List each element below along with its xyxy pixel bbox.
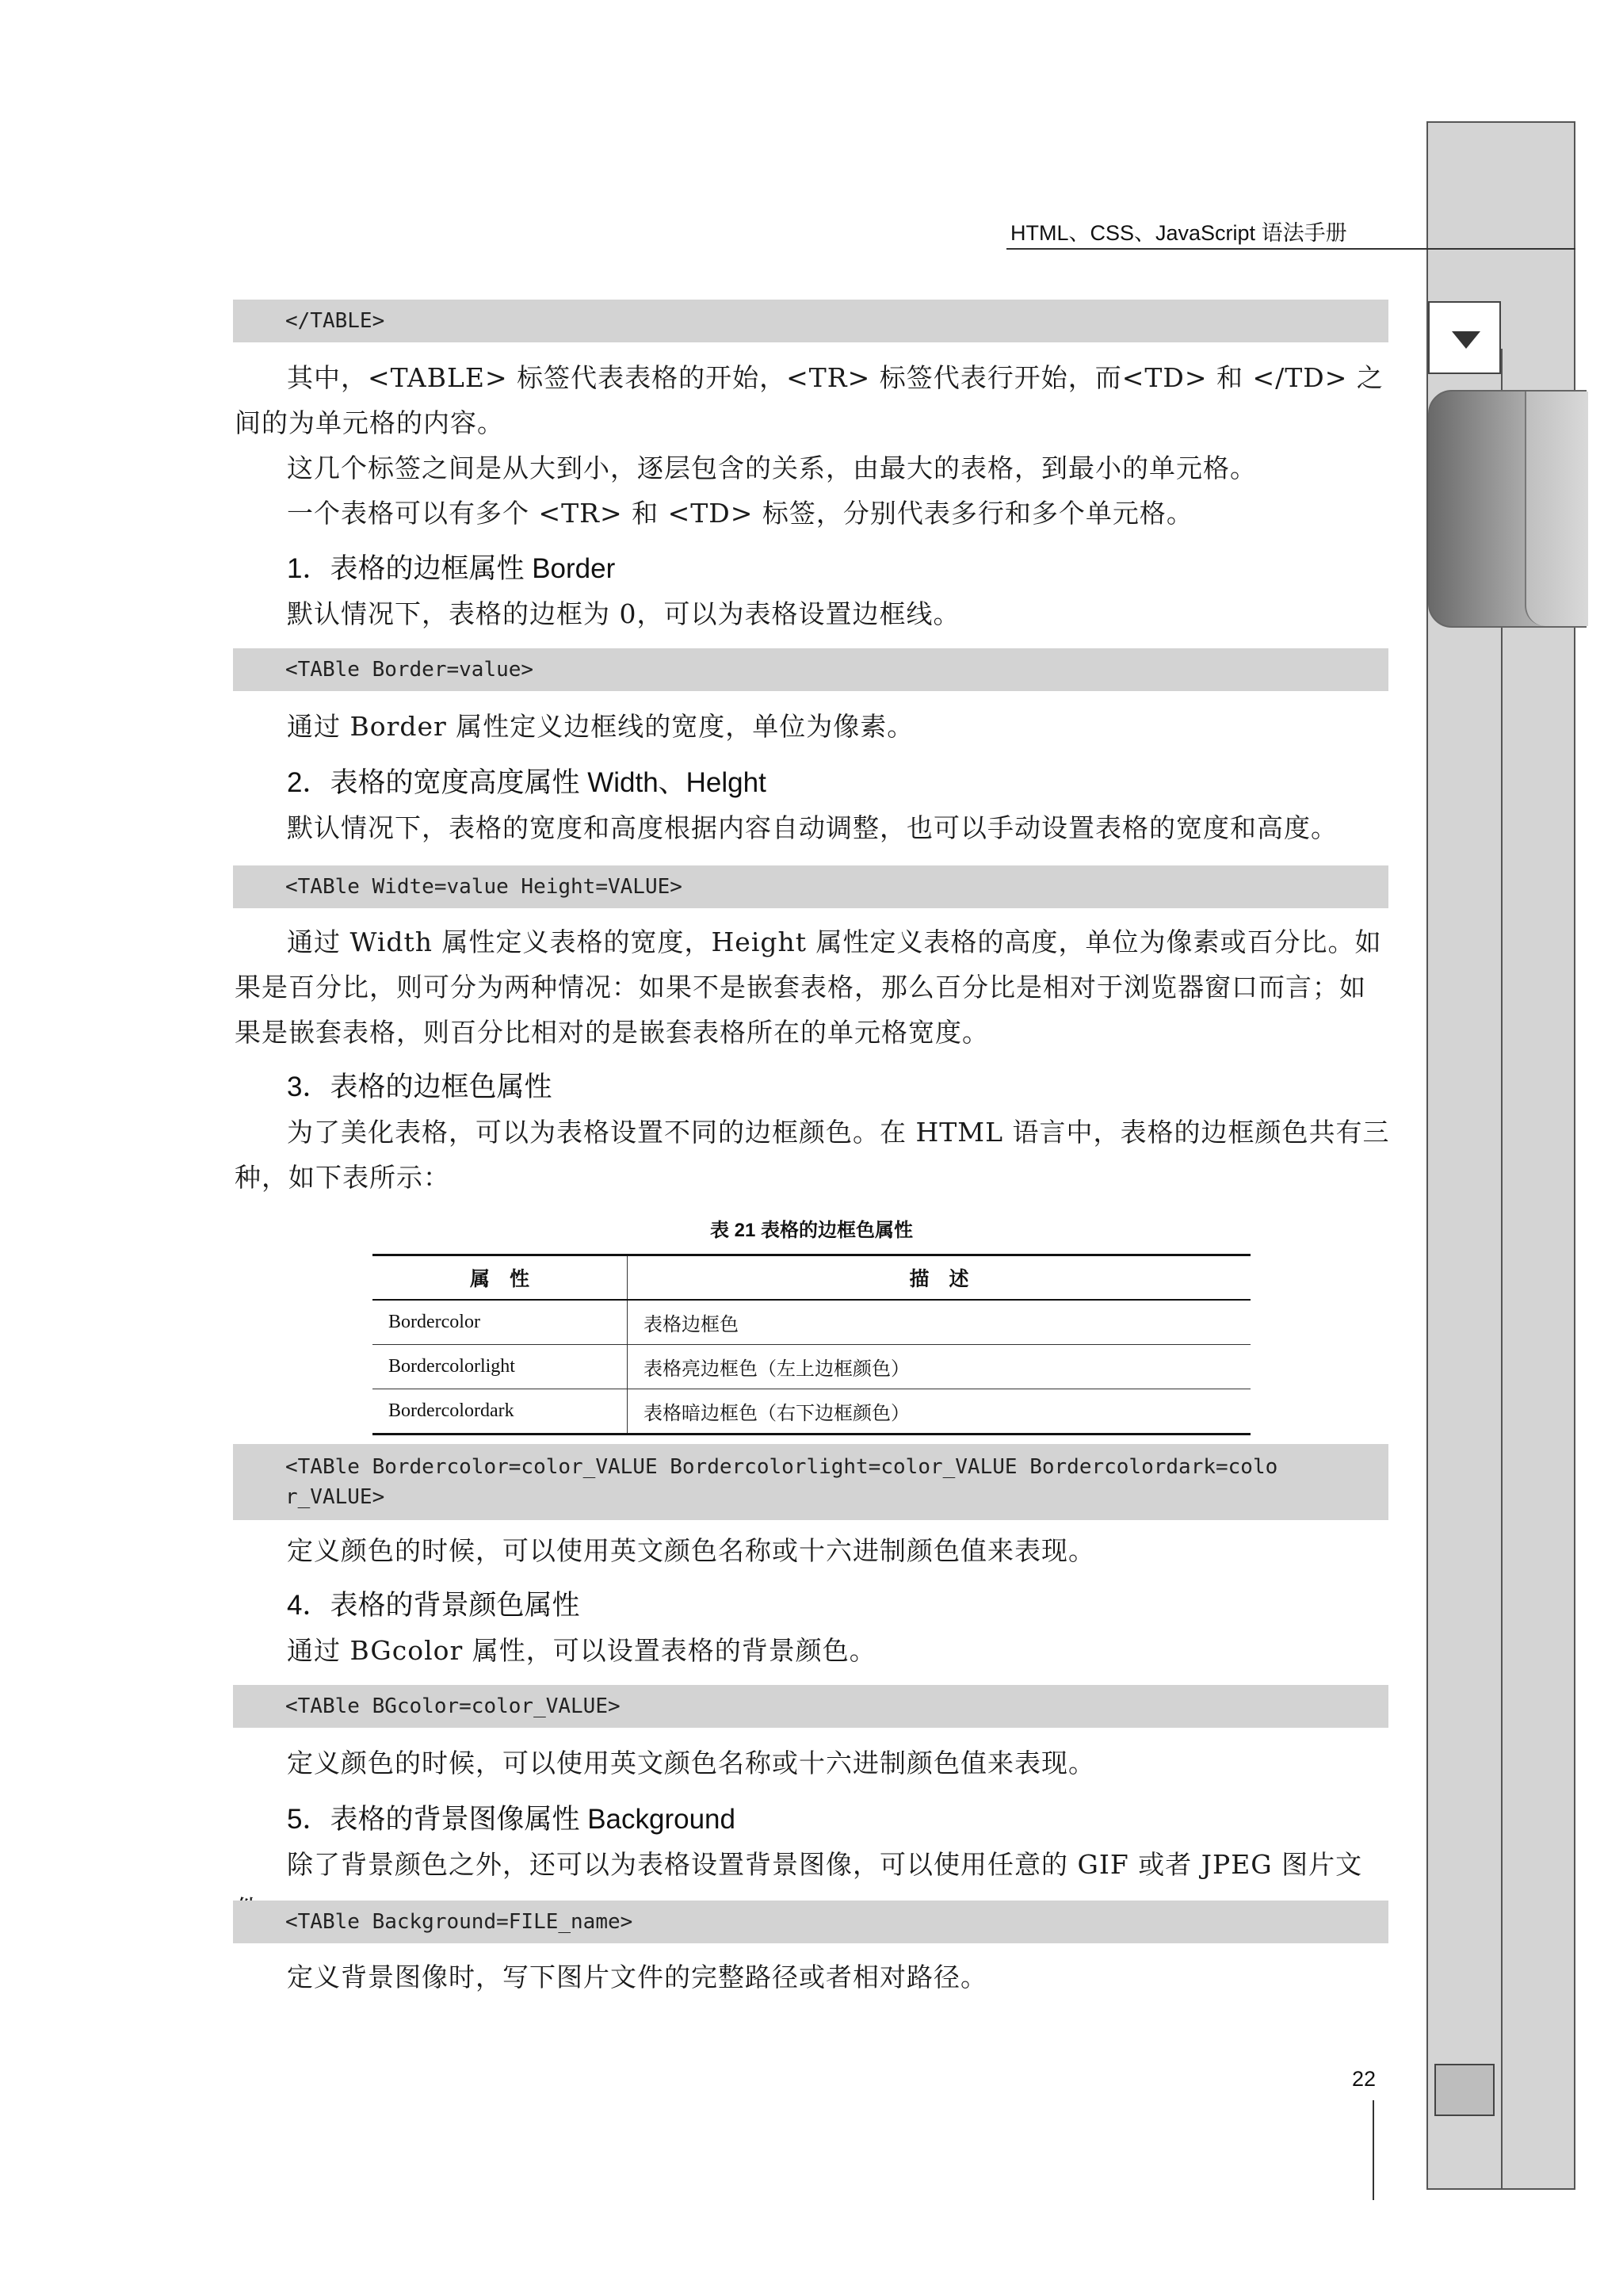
table-row — [372, 1300, 1251, 1345]
paragraph: 定义颜色的时候，可以使用英文颜色名称或十六进制颜色值来表现。 — [287, 1535, 1095, 1566]
code-block: <TABle Background=FILE_name> — [233, 1901, 1388, 1943]
running-header: HTML、CSS、JavaScript 语法手册 — [1010, 221, 1347, 245]
section-heading: 5．表格的背景图像属性 Background — [287, 1804, 735, 1835]
paragraph: 一个表格可以有多个 <TR> 和 <TD> 标签，分别代表多行和多个单元格。 — [287, 498, 1193, 529]
table-cell: 表格亮边框色（左上边框颜色） — [628, 1345, 1251, 1389]
table-cell: 表格暗边框色（右下边框颜色） — [628, 1389, 1251, 1435]
table-caption: 表 21 表格的边框色属性 — [709, 1220, 914, 1241]
paragraph: 定义颜色的时候，可以使用英文颜色名称或十六进制颜色值来表现。 — [287, 1748, 1095, 1778]
section-heading: 3．表格的边框色属性 — [287, 1072, 552, 1102]
code-block: </TABLE> — [233, 300, 1388, 342]
table-cell: Bordercolorlight — [372, 1345, 628, 1389]
paragraph: 通过 Border 属性定义边框线的宽度，单位为像素。 — [287, 711, 915, 742]
table-row — [372, 1389, 1251, 1435]
triangle-down-icon — [1452, 331, 1480, 349]
section-heading: 4．表格的背景颜色属性 — [287, 1590, 580, 1621]
code-block: <TABle Border=value> — [233, 648, 1388, 691]
paragraph: 这几个标签之间是从大到小，逐层包含的关系，由最大的表格，到最小的单元格。 — [287, 453, 1257, 483]
paragraph: 除了背景颜色之外，还可以为表格设置背景图像，可以使用任意的 GIF 或者 JPEG 图片文 — [287, 1849, 1363, 1880]
paragraph: 定义背景图像时，写下图片文件的完整路径或者相对路径。 — [287, 1962, 987, 1992]
table-cell: Bordercolordark — [372, 1389, 628, 1435]
code-line: <TABle Bordercolor=color_VALUE Bordercolorlight=color_VALUE Bordercolordark=colo — [285, 1455, 1278, 1479]
paragraph: 默认情况下，表格的宽度和高度根据内容自动调整，也可以手动设置表格的宽度和高度。 — [287, 812, 1338, 843]
border-color-table — [372, 1254, 1251, 1435]
table-header-desc: 描 述 — [628, 1255, 1251, 1301]
paragraph: 其中，<TABLE> 标签代表表格的开始，<TR> 标签代表行开始，而<TD> 和 </TD> 之间的为单元格的内容。 — [235, 362, 1384, 438]
down-arrow-box — [1428, 301, 1501, 374]
footer-rule — [1373, 2100, 1374, 2200]
table-header-attr: 属 性 — [372, 1255, 628, 1301]
page-marker-box — [1434, 2064, 1495, 2116]
paragraph: 为了美化表格，可以为表格设置不同的边框颜色。在 HTML 语言中，表格的边框颜色共有三种，如下表所示： — [235, 1117, 1390, 1193]
table-cell: 表格边框色 — [628, 1300, 1251, 1345]
page-number: 22 — [1352, 2067, 1377, 2091]
table-cell: Bordercolor — [372, 1300, 628, 1345]
chapter-tab — [1428, 390, 1587, 628]
code-block: <TABle Widte=value Height=VALUE> — [233, 865, 1388, 908]
section-heading: 1．表格的边框属性 Border — [287, 553, 616, 584]
code-line: r_VALUE> — [285, 1485, 385, 1509]
header-rule — [1006, 248, 1575, 250]
paragraph: 默认情况下，表格的边框为 0，可以为表格设置边框线。 — [287, 598, 960, 629]
paragraph: 通过 BGcolor 属性，可以设置表格的背景颜色。 — [287, 1635, 876, 1666]
paragraph: 通过 Width 属性定义表格的宽度，Height 属性定义表格的高度，单位为像素或百分比。如果是百分比，则可分为两种情况：如果不是嵌套表格，那么百分比是相对于浏览器窗口而言；如果是嵌套表格，则百分比相对的是嵌套表格所在的单元格宽度。 — [235, 926, 1382, 1048]
table-row — [372, 1345, 1251, 1389]
section-heading: 2．表格的宽度高度属性 Width、Helght — [287, 767, 766, 798]
code-block-multiline — [233, 1444, 1388, 1520]
code-block: <TABle BGcolor=color_VALUE> — [233, 1685, 1388, 1728]
